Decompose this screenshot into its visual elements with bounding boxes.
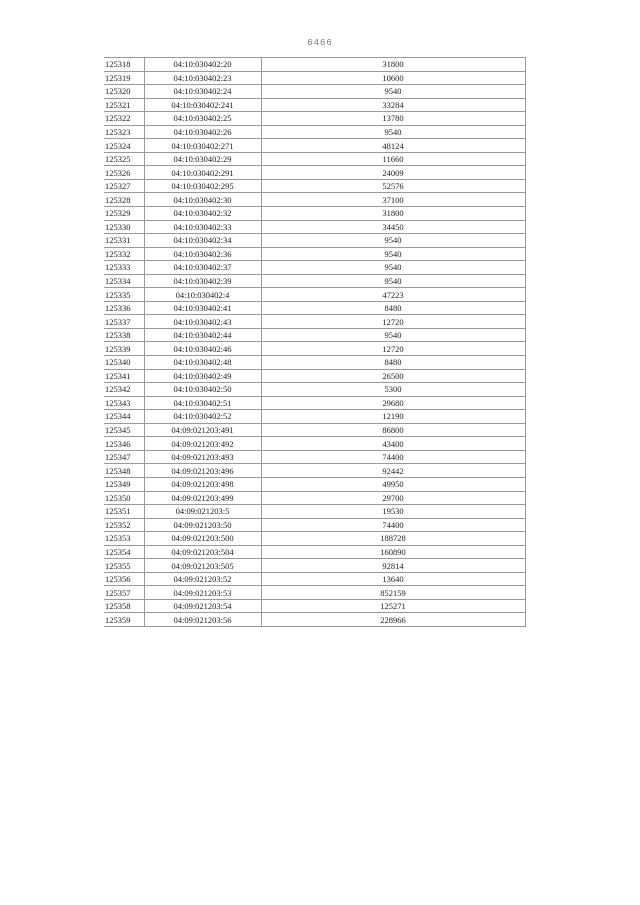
row-id-cell: 125342 — [104, 383, 144, 397]
row-id-cell: 125334 — [104, 274, 144, 288]
page-number: 6466 — [307, 38, 333, 48]
table-row — [104, 369, 525, 383]
table-row — [104, 505, 525, 519]
table-row — [104, 342, 525, 356]
amount-cell: 160890 — [261, 545, 525, 559]
cadastral-number-cell: 04:10:030402:37 — [144, 261, 261, 275]
amount-cell: 92814 — [261, 559, 525, 573]
cadastral-number-cell: 04:10:030402:36 — [144, 247, 261, 261]
row-id-cell: 125331 — [104, 234, 144, 248]
table-row — [104, 166, 525, 180]
table-row — [104, 423, 525, 437]
amount-cell: 74400 — [261, 518, 525, 532]
amount-cell: 11660 — [261, 152, 525, 166]
row-id-cell: 125346 — [104, 437, 144, 451]
table-row — [104, 207, 525, 221]
amount-cell: 9540 — [261, 125, 525, 139]
amount-cell: 92442 — [261, 464, 525, 478]
table-row — [104, 559, 525, 573]
row-id-cell: 125358 — [104, 599, 144, 613]
row-id-cell: 125328 — [104, 193, 144, 207]
table-row — [104, 58, 525, 72]
amount-cell: 9540 — [261, 274, 525, 288]
table-row — [104, 98, 525, 112]
table-row — [104, 518, 525, 532]
amount-cell: 29700 — [261, 491, 525, 505]
cadastral-number-cell: 04:09:021203:5 — [144, 505, 261, 519]
amount-cell: 47223 — [261, 288, 525, 302]
row-id-cell: 125339 — [104, 342, 144, 356]
row-id-cell: 125348 — [104, 464, 144, 478]
amount-cell: 10600 — [261, 71, 525, 85]
amount-cell: 125271 — [261, 599, 525, 613]
table-body — [104, 58, 525, 627]
row-id-cell: 125327 — [104, 179, 144, 193]
row-id-cell: 125340 — [104, 356, 144, 370]
amount-cell: 13780 — [261, 112, 525, 126]
table-row — [104, 464, 525, 478]
amount-cell: 12190 — [261, 410, 525, 424]
cadastral-number-cell: 04:10:030402:291 — [144, 166, 261, 180]
cadastral-number-cell: 04:10:030402:51 — [144, 396, 261, 410]
table-row — [104, 328, 525, 342]
cadastral-number-cell: 04:10:030402:44 — [144, 328, 261, 342]
cadastral-number-cell: 04:10:030402:50 — [144, 383, 261, 397]
row-id-cell: 125330 — [104, 220, 144, 234]
row-id-cell: 125321 — [104, 98, 144, 112]
cadastral-number-cell: 04:10:030402:33 — [144, 220, 261, 234]
cadastral-number-cell: 04:09:021203:504 — [144, 545, 261, 559]
table-row — [104, 193, 525, 207]
row-id-cell: 125341 — [104, 369, 144, 383]
amount-cell: 37100 — [261, 193, 525, 207]
row-id-cell: 125323 — [104, 125, 144, 139]
cadastral-number-cell: 04:10:030402:241 — [144, 98, 261, 112]
table-row — [104, 301, 525, 315]
amount-cell: 5300 — [261, 383, 525, 397]
row-id-cell: 125322 — [104, 112, 144, 126]
cadastral-number-cell: 04:09:021203:493 — [144, 450, 261, 464]
table-row — [104, 288, 525, 302]
amount-cell: 34450 — [261, 220, 525, 234]
amount-cell: 188728 — [261, 532, 525, 546]
cadastral-number-cell: 04:09:021203:56 — [144, 613, 261, 627]
table-row — [104, 599, 525, 613]
row-id-cell: 125318 — [104, 58, 144, 72]
cadastral-number-cell: 04:10:030402:24 — [144, 85, 261, 99]
table-row — [104, 274, 525, 288]
table-row — [104, 572, 525, 586]
table-row — [104, 613, 525, 627]
amount-cell: 24009 — [261, 166, 525, 180]
cadastral-number-cell: 04:09:021203:499 — [144, 491, 261, 505]
amount-cell: 19530 — [261, 505, 525, 519]
amount-cell: 13640 — [261, 572, 525, 586]
amount-cell: 29680 — [261, 396, 525, 410]
table-row — [104, 112, 525, 126]
cadastral-number-cell: 04:10:030402:23 — [144, 71, 261, 85]
table-row — [104, 179, 525, 193]
amount-cell: 43400 — [261, 437, 525, 451]
amount-cell: 12720 — [261, 315, 525, 329]
amount-cell: 9540 — [261, 328, 525, 342]
row-id-cell: 125337 — [104, 315, 144, 329]
cadastral-number-cell: 04:09:021203:500 — [144, 532, 261, 546]
cadastral-number-cell: 04:10:030402:49 — [144, 369, 261, 383]
amount-cell: 52576 — [261, 179, 525, 193]
amount-cell: 228966 — [261, 613, 525, 627]
cadastral-number-cell: 04:09:021203:54 — [144, 599, 261, 613]
cadastral-number-cell: 04:10:030402:48 — [144, 356, 261, 370]
cadastral-number-cell: 04:10:030402:46 — [144, 342, 261, 356]
cadastral-number-cell: 04:09:021203:496 — [144, 464, 261, 478]
amount-cell: 33284 — [261, 98, 525, 112]
amount-cell: 8480 — [261, 356, 525, 370]
table-row — [104, 234, 525, 248]
cadastral-number-cell: 04:10:030402:20 — [144, 58, 261, 72]
row-id-cell: 125336 — [104, 301, 144, 315]
cadastral-number-cell: 04:10:030402:34 — [144, 234, 261, 248]
row-id-cell: 125326 — [104, 166, 144, 180]
amount-cell: 31800 — [261, 58, 525, 72]
cadastral-number-cell: 04:10:030402:32 — [144, 207, 261, 221]
row-id-cell: 125325 — [104, 152, 144, 166]
table-row — [104, 152, 525, 166]
row-id-cell: 125353 — [104, 532, 144, 546]
amount-cell: 9540 — [261, 247, 525, 261]
cadastral-number-cell: 04:10:030402:4 — [144, 288, 261, 302]
amount-cell: 8480 — [261, 301, 525, 315]
row-id-cell: 125356 — [104, 572, 144, 586]
table-row — [104, 450, 525, 464]
row-id-cell: 125350 — [104, 491, 144, 505]
row-id-cell: 125329 — [104, 207, 144, 221]
row-id-cell: 125357 — [104, 586, 144, 600]
row-id-cell: 125332 — [104, 247, 144, 261]
row-id-cell: 125355 — [104, 559, 144, 573]
table-row — [104, 477, 525, 491]
cadastral-number-cell: 04:09:021203:50 — [144, 518, 261, 532]
table-row — [104, 139, 525, 153]
amount-cell: 9540 — [261, 261, 525, 275]
cadastral-number-cell: 04:10:030402:43 — [144, 315, 261, 329]
cadastral-number-cell: 04:09:021203:505 — [144, 559, 261, 573]
row-id-cell: 125324 — [104, 139, 144, 153]
cadastral-number-cell: 04:10:030402:52 — [144, 410, 261, 424]
amount-cell: 26500 — [261, 369, 525, 383]
table-row — [104, 532, 525, 546]
row-id-cell: 125349 — [104, 477, 144, 491]
row-id-cell: 125335 — [104, 288, 144, 302]
row-id-cell: 125345 — [104, 423, 144, 437]
table-row — [104, 383, 525, 397]
row-id-cell: 125344 — [104, 410, 144, 424]
amount-cell: 86800 — [261, 423, 525, 437]
table-row — [104, 247, 525, 261]
table-row — [104, 71, 525, 85]
cadastral-number-cell: 04:09:021203:491 — [144, 423, 261, 437]
table-row — [104, 437, 525, 451]
row-id-cell: 125338 — [104, 328, 144, 342]
table-row — [104, 125, 525, 139]
parcel-value-table — [104, 57, 526, 627]
table-row — [104, 220, 525, 234]
cadastral-number-cell: 04:10:030402:29 — [144, 152, 261, 166]
amount-cell: 49950 — [261, 477, 525, 491]
cadastral-number-cell: 04:09:021203:498 — [144, 477, 261, 491]
row-id-cell: 125320 — [104, 85, 144, 99]
row-id-cell: 125343 — [104, 396, 144, 410]
table-row — [104, 586, 525, 600]
row-id-cell: 125319 — [104, 71, 144, 85]
row-id-cell: 125347 — [104, 450, 144, 464]
amount-cell: 74400 — [261, 450, 525, 464]
table-row — [104, 315, 525, 329]
cadastral-number-cell: 04:10:030402:26 — [144, 125, 261, 139]
row-id-cell: 125351 — [104, 505, 144, 519]
row-id-cell: 125354 — [104, 545, 144, 559]
table-row — [104, 85, 525, 99]
cadastral-number-cell: 04:10:030402:271 — [144, 139, 261, 153]
cadastral-number-cell: 04:10:030402:25 — [144, 112, 261, 126]
cadastral-number-cell: 04:10:030402:39 — [144, 274, 261, 288]
amount-cell: 48124 — [261, 139, 525, 153]
cadastral-number-cell: 04:09:021203:492 — [144, 437, 261, 451]
cadastral-number-cell: 04:10:030402:295 — [144, 179, 261, 193]
table-row — [104, 545, 525, 559]
amount-cell: 9540 — [261, 85, 525, 99]
table-row — [104, 261, 525, 275]
row-id-cell: 125352 — [104, 518, 144, 532]
row-id-cell: 125359 — [104, 613, 144, 627]
cadastral-number-cell: 04:09:021203:52 — [144, 572, 261, 586]
amount-cell: 9540 — [261, 234, 525, 248]
table-row — [104, 410, 525, 424]
amount-cell: 852159 — [261, 586, 525, 600]
row-id-cell: 125333 — [104, 261, 144, 275]
amount-cell: 12720 — [261, 342, 525, 356]
cadastral-number-cell: 04:10:030402:41 — [144, 301, 261, 315]
table-row — [104, 396, 525, 410]
cadastral-number-cell: 04:10:030402:30 — [144, 193, 261, 207]
table-row — [104, 356, 525, 370]
cadastral-number-cell: 04:09:021203:53 — [144, 586, 261, 600]
amount-cell: 31800 — [261, 207, 525, 221]
table-row — [104, 491, 525, 505]
